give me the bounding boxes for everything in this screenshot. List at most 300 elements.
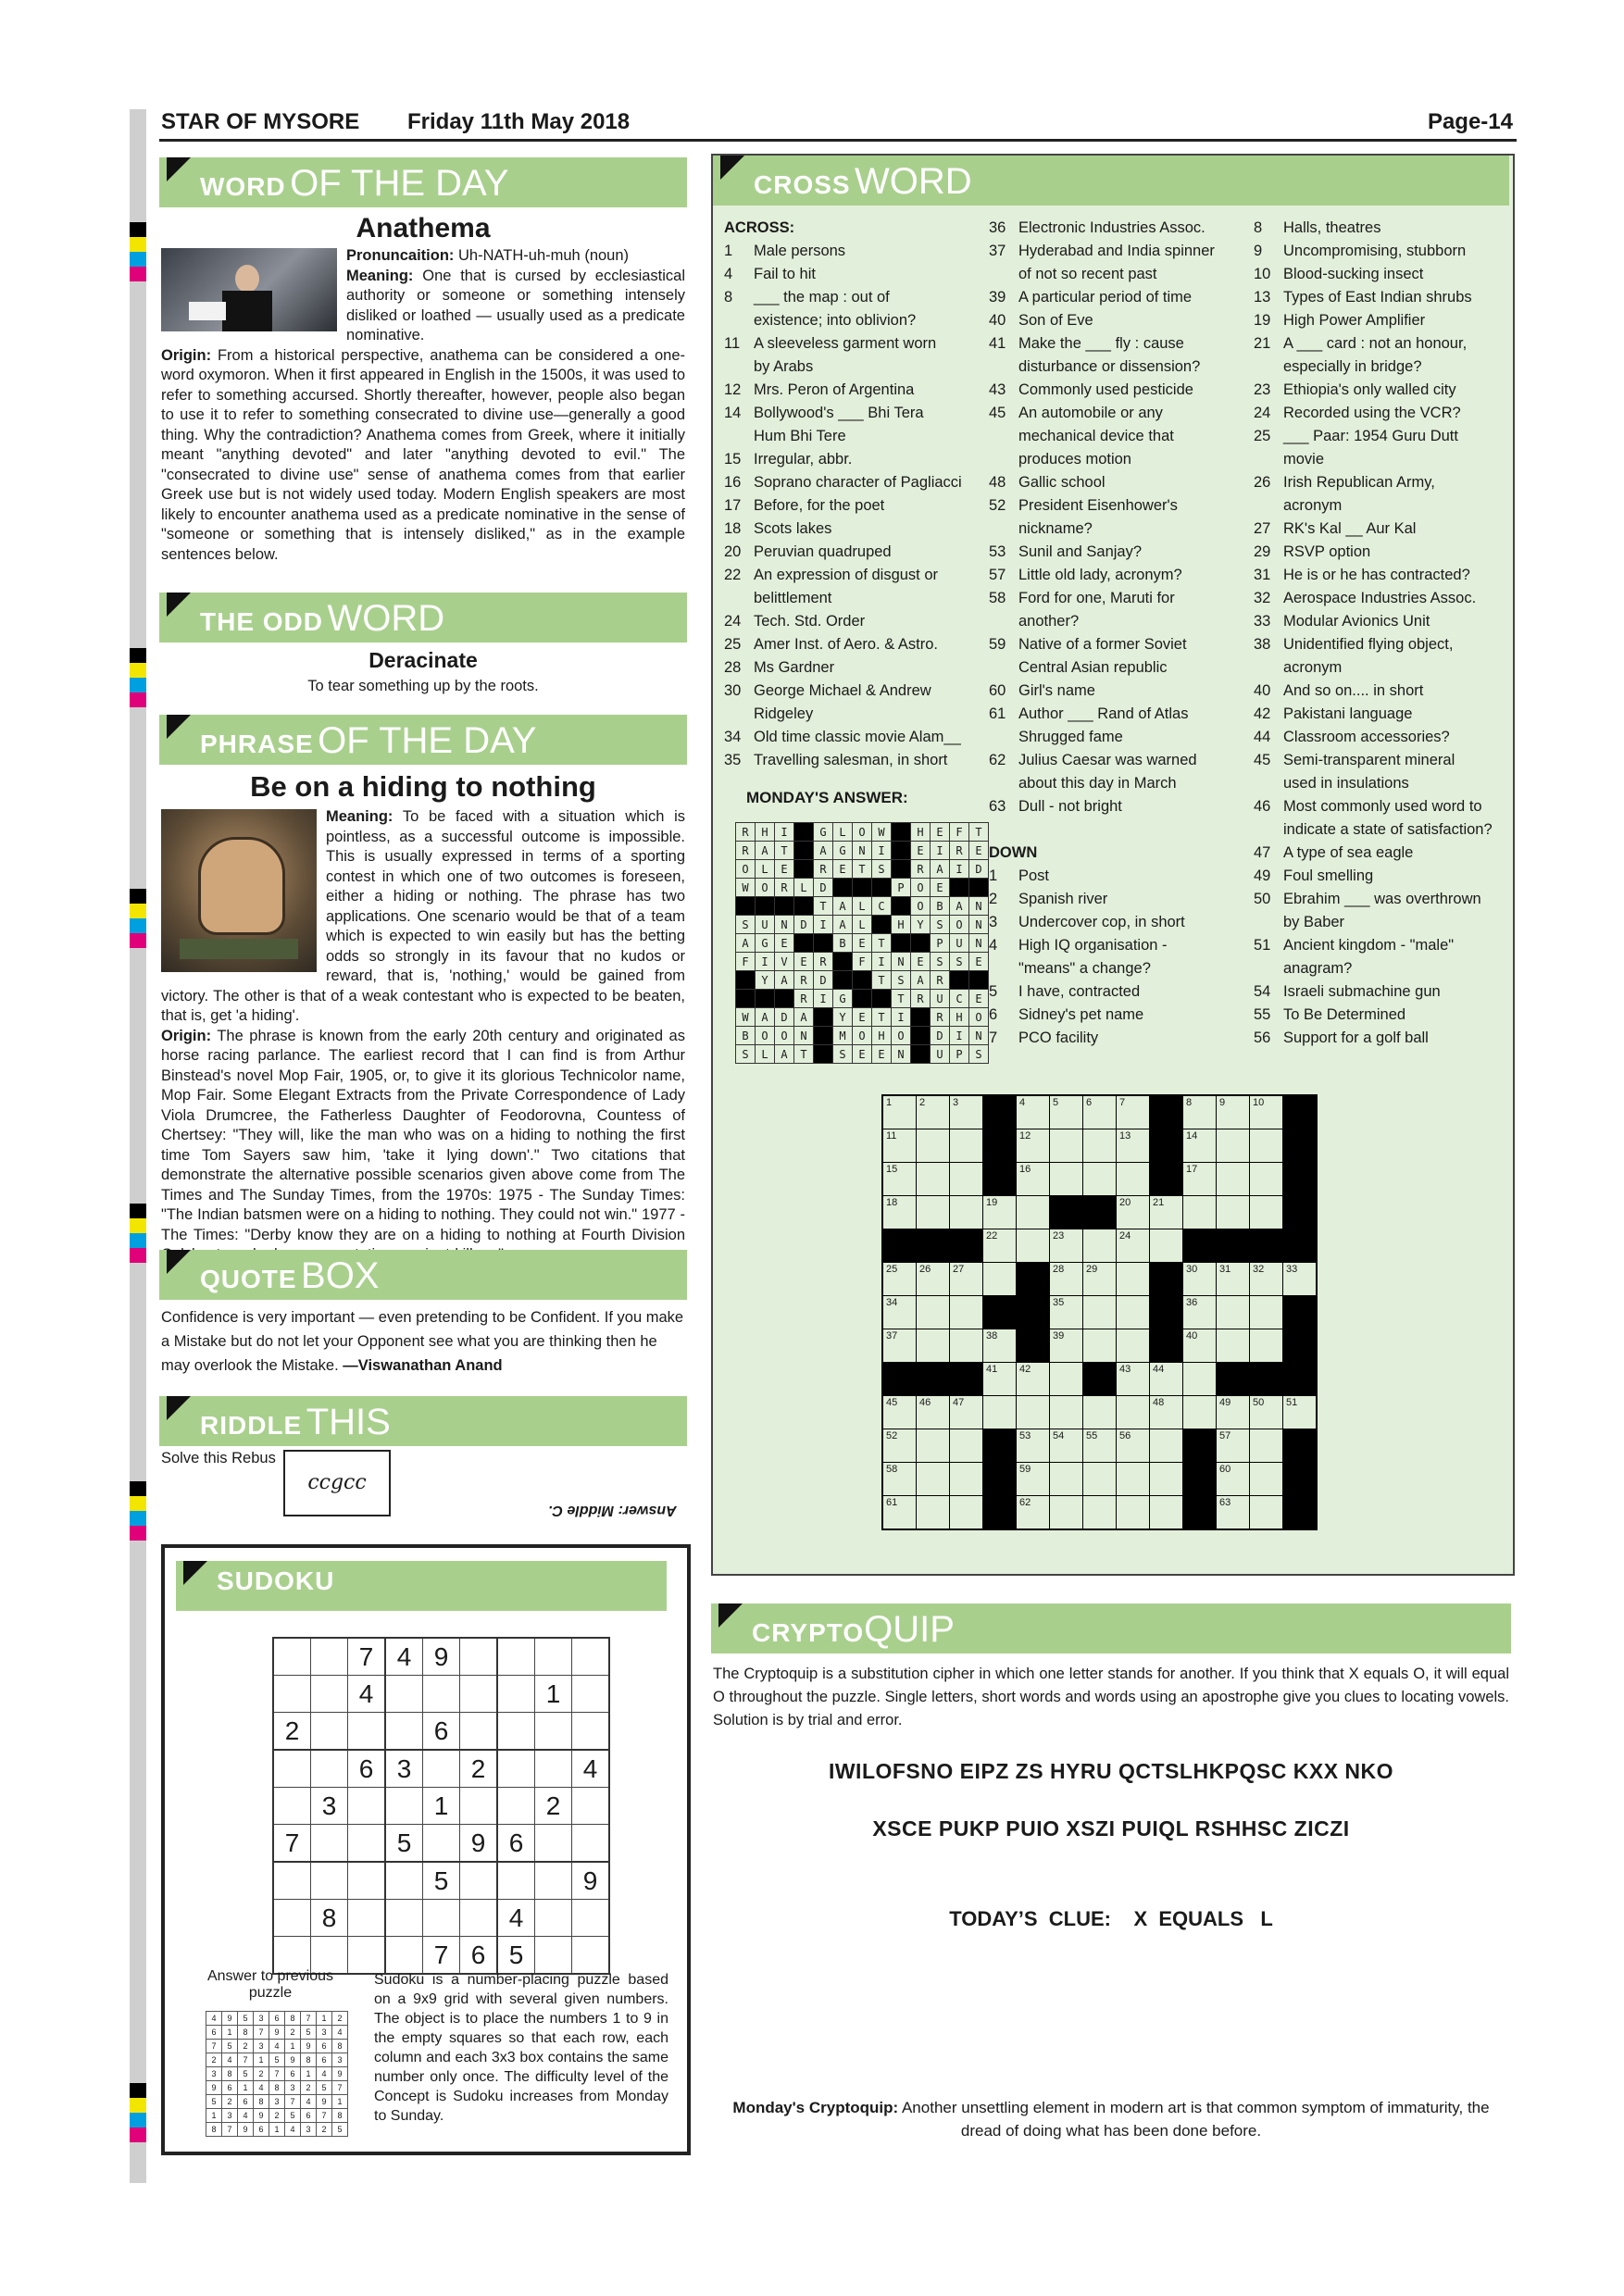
registration-swatch <box>130 2128 146 2142</box>
clue-text: about this day in March <box>1018 775 1177 792</box>
previous-answer-cell: 3 <box>222 2109 238 2123</box>
monday-answer-cell: R <box>950 842 969 860</box>
crossword-cell[interactable] <box>1250 1296 1283 1329</box>
clue-text: Before, for the poet <box>754 497 885 514</box>
crossword-cell[interactable] <box>1250 1163 1283 1196</box>
cell-number: 24 <box>1119 1230 1131 1242</box>
monday-answer-cell: O <box>756 879 775 897</box>
sudoku-cell[interactable]: 8 <box>311 1900 348 1937</box>
crossword-cell[interactable] <box>983 1196 1017 1229</box>
crossword-cell[interactable] <box>882 1329 917 1363</box>
clue-number <box>1254 818 1283 842</box>
crossword-cell[interactable] <box>1183 1095 1217 1129</box>
crossword-cell[interactable] <box>1250 1496 1283 1530</box>
sudoku-cell[interactable] <box>311 1862 348 1900</box>
clue-number: 19 <box>1254 312 1271 329</box>
crossword-cell[interactable] <box>882 1129 917 1163</box>
crossword-cell[interactable] <box>1250 1396 1283 1429</box>
crossword-cell[interactable] <box>1017 1129 1050 1163</box>
crossword-cell[interactable] <box>882 1396 917 1429</box>
clue-row <box>1254 402 1505 425</box>
sudoku-cell[interactable]: 5 <box>497 1937 535 1975</box>
sudoku-cell[interactable] <box>497 1862 535 1900</box>
crossword-cell[interactable] <box>1283 1396 1318 1429</box>
sudoku-cell[interactable] <box>423 1900 460 1937</box>
crossword-cell[interactable] <box>917 1095 950 1129</box>
crossword-cell[interactable] <box>1117 1496 1150 1530</box>
sudoku-cell[interactable] <box>273 1638 311 1676</box>
crossword-cell[interactable] <box>1217 1129 1250 1163</box>
crossword-cell[interactable] <box>950 1129 983 1163</box>
clue-row <box>989 680 1239 703</box>
monday-answer-cell: G <box>756 934 775 953</box>
sudoku-cell[interactable] <box>535 1862 572 1900</box>
crossword-cell[interactable] <box>1050 1095 1083 1129</box>
sudoku-cell[interactable] <box>535 1825 572 1863</box>
crossword-cell[interactable] <box>1117 1263 1150 1296</box>
crossword-cell[interactable] <box>917 1296 950 1329</box>
crossword-cell[interactable] <box>882 1429 917 1463</box>
clue-row <box>1254 587 1505 610</box>
clue-row <box>724 564 972 587</box>
crossword-cell[interactable] <box>1183 1396 1217 1429</box>
crossword-cell[interactable] <box>1117 1296 1150 1329</box>
sudoku-cell[interactable]: 4 <box>348 1676 386 1713</box>
cell-number: 53 <box>1019 1430 1031 1441</box>
monday-answer-cell: A <box>775 1045 794 1064</box>
monday-answer-cell <box>794 897 814 916</box>
sudoku-cell[interactable] <box>348 1825 386 1863</box>
previous-answer-cell: 5 <box>317 2081 332 2095</box>
crossword-cell[interactable] <box>1050 1296 1083 1329</box>
previous-answer-cell: 1 <box>222 2026 238 2040</box>
header-rule <box>159 139 1517 142</box>
crossword-cell[interactable] <box>1083 1496 1117 1530</box>
crossword-cell[interactable] <box>1050 1363 1083 1396</box>
crossword-cell <box>1017 1296 1050 1329</box>
sudoku-cell[interactable] <box>385 1713 423 1751</box>
crossword-cell[interactable] <box>917 1429 950 1463</box>
crossword-cell[interactable] <box>1083 1463 1117 1496</box>
crossword-cell[interactable] <box>950 1263 983 1296</box>
clue-row <box>989 564 1239 587</box>
sudoku-cell[interactable]: 6 <box>460 1937 498 1975</box>
banner-small-text: WORD <box>200 172 286 201</box>
crossword-cell[interactable] <box>1250 1095 1283 1129</box>
sudoku-cell[interactable] <box>572 1937 610 1975</box>
crossword-cell[interactable] <box>1250 1196 1283 1229</box>
previous-answer-cell: 4 <box>222 2053 238 2067</box>
crossword-cell[interactable] <box>1117 1429 1150 1463</box>
crossword-cell[interactable] <box>1117 1229 1150 1263</box>
clue-number: 25 <box>724 636 742 653</box>
sudoku-cell[interactable] <box>348 1862 386 1900</box>
crossword-cell[interactable] <box>1217 1329 1250 1363</box>
clue-number: 29 <box>1254 543 1271 560</box>
clue-text: mechanical device that <box>1018 428 1174 444</box>
crossword-cell[interactable] <box>1183 1263 1217 1296</box>
crossword-cell[interactable] <box>950 1196 983 1229</box>
sudoku-cell[interactable] <box>572 1713 610 1751</box>
riddle-banner <box>159 1396 687 1446</box>
crossword-cell[interactable] <box>1183 1296 1217 1329</box>
crossword-cell[interactable] <box>917 1396 950 1429</box>
crossword-cell[interactable] <box>1150 1229 1183 1263</box>
crossword-cell[interactable] <box>950 1329 983 1363</box>
clue-row <box>989 1004 1239 1027</box>
monday-answer-cell: E <box>969 842 989 860</box>
registration-swatch <box>130 1511 146 1526</box>
crossword-cell[interactable] <box>1050 1329 1083 1363</box>
crossword-cell[interactable] <box>1250 1429 1283 1463</box>
monday-answer-cell: S <box>833 1045 853 1064</box>
crossword-cell[interactable] <box>1117 1463 1150 1496</box>
sudoku-cell[interactable] <box>348 1713 386 1751</box>
crossword-cell[interactable] <box>1250 1129 1283 1163</box>
crossword-cell[interactable] <box>1017 1363 1050 1396</box>
riddle-answer: Answer: Middle C. <box>548 1503 677 1518</box>
crossword-cell[interactable] <box>1083 1296 1117 1329</box>
clue-row <box>724 703 972 726</box>
crossword-cell[interactable] <box>1050 1496 1083 1530</box>
crossword-cell[interactable] <box>1083 1095 1117 1129</box>
sudoku-cell[interactable]: 6 <box>423 1713 460 1751</box>
clue-row <box>989 379 1239 402</box>
sudoku-cell[interactable] <box>572 1900 610 1937</box>
crossword-cell[interactable] <box>1083 1429 1117 1463</box>
registration-swatch <box>130 2098 146 2113</box>
hiding-illustration <box>161 809 317 972</box>
cell-number: 35 <box>1053 1297 1065 1308</box>
sudoku-cell[interactable] <box>460 1900 498 1937</box>
clue-text: Mrs. Peron of Argentina <box>754 381 915 398</box>
crossword-cell[interactable] <box>1217 1463 1250 1496</box>
sudoku-cell[interactable] <box>497 1676 535 1713</box>
sudoku-cell[interactable]: 1 <box>535 1676 572 1713</box>
monday-answer-cell: R <box>794 990 814 1008</box>
registration-swatch <box>130 1526 146 1541</box>
crossword-cell[interactable] <box>1250 1263 1283 1296</box>
sudoku-cell[interactable] <box>311 1713 348 1751</box>
sudoku-cell[interactable]: 7 <box>348 1638 386 1676</box>
crossword-cell[interactable] <box>1050 1229 1083 1263</box>
clue-number: 31 <box>1254 567 1271 583</box>
crossword-cell[interactable] <box>1217 1163 1250 1196</box>
crossword-cell[interactable] <box>1050 1129 1083 1163</box>
sudoku-cell[interactable] <box>460 1788 498 1825</box>
crossword-cell[interactable] <box>1050 1396 1083 1429</box>
crossword-cell[interactable] <box>1150 1496 1183 1530</box>
crossword-cell[interactable] <box>1217 1196 1250 1229</box>
sudoku-cell[interactable] <box>348 1900 386 1937</box>
crossword-cell[interactable] <box>1117 1196 1150 1229</box>
sudoku-cell[interactable] <box>535 1937 572 1975</box>
cryptoquip-banner <box>711 1603 1511 1653</box>
crossword-cell[interactable] <box>1083 1129 1117 1163</box>
crossword-cell[interactable] <box>917 1263 950 1296</box>
sudoku-cell[interactable]: 2 <box>273 1713 311 1751</box>
monday-answer-cell <box>950 879 969 897</box>
crossword-cell[interactable] <box>1150 1463 1183 1496</box>
sudoku-cell[interactable] <box>385 1788 423 1825</box>
sudoku-cell[interactable]: 9 <box>572 1862 610 1900</box>
clue-number: 49 <box>1254 867 1271 884</box>
sudoku-cell[interactable] <box>385 1900 423 1937</box>
crossword-cell[interactable] <box>882 1163 917 1196</box>
cell-number: 57 <box>1219 1430 1231 1441</box>
crossword-cell <box>1050 1196 1083 1229</box>
monday-answer-cell: E <box>911 842 931 860</box>
crossword-cell[interactable] <box>1050 1429 1083 1463</box>
crossword-cell[interactable] <box>950 1296 983 1329</box>
crossword-cell[interactable] <box>1250 1463 1283 1496</box>
crossword-cell[interactable] <box>1083 1263 1117 1296</box>
sudoku-cell[interactable]: 4 <box>497 1900 535 1937</box>
crossword-cell[interactable] <box>1017 1196 1050 1229</box>
sudoku-cell[interactable] <box>273 1750 311 1788</box>
sudoku-cell[interactable] <box>460 1713 498 1751</box>
monday-answer-cell: I <box>892 1008 911 1027</box>
crossword-cell[interactable] <box>1017 1429 1050 1463</box>
crossword-cell[interactable] <box>1283 1263 1318 1296</box>
crossword-cell[interactable] <box>917 1463 950 1496</box>
monday-answer-cell: L <box>853 897 872 916</box>
crossword-cell[interactable] <box>1183 1363 1217 1396</box>
crossword-cell[interactable] <box>1050 1263 1083 1296</box>
monday-answer-cell: O <box>892 1027 911 1045</box>
crossword-cell[interactable] <box>1017 1229 1050 1263</box>
crossword-cell[interactable] <box>983 1396 1017 1429</box>
sudoku-cell[interactable] <box>460 1638 498 1676</box>
crossword-cell[interactable] <box>1150 1396 1183 1429</box>
clue-number: 14 <box>724 405 742 421</box>
sudoku-cell[interactable] <box>311 1638 348 1676</box>
meaning-label: Meaning: <box>326 808 394 825</box>
monday-answer-cell: E <box>969 990 989 1008</box>
sudoku-cell[interactable] <box>348 1788 386 1825</box>
down-heading: DOWN <box>989 844 1038 861</box>
crossword-cell[interactable] <box>983 1329 1017 1363</box>
pronunciation-label: Pronuncaition: <box>346 247 455 264</box>
sudoku-cell[interactable] <box>385 1676 423 1713</box>
monday-answer-cell: A <box>833 897 853 916</box>
clue-row <box>724 587 972 610</box>
sudoku-cell[interactable] <box>535 1713 572 1751</box>
crossword-cell[interactable] <box>1117 1095 1150 1129</box>
crossword-cell[interactable] <box>1017 1396 1050 1429</box>
crossword-cell[interactable] <box>983 1229 1017 1263</box>
monday-answer-cell: O <box>911 879 931 897</box>
crossword-cell[interactable] <box>1117 1363 1150 1396</box>
crossword-cell[interactable] <box>1217 1296 1250 1329</box>
crossword-cell[interactable] <box>1017 1463 1050 1496</box>
crossword-cell[interactable] <box>1083 1229 1117 1263</box>
sudoku-cell[interactable] <box>572 1825 610 1863</box>
crossword-cell[interactable] <box>1017 1163 1050 1196</box>
crossword-cell[interactable] <box>950 1496 983 1530</box>
crossword-cell[interactable] <box>950 1396 983 1429</box>
monday-answer-cell: A <box>950 897 969 916</box>
sudoku-cell[interactable]: 4 <box>385 1638 423 1676</box>
clue-number <box>989 656 1018 680</box>
crossword-cell <box>983 1163 1017 1196</box>
clue-text: produces motion <box>1018 451 1131 468</box>
crossword-cell[interactable] <box>917 1196 950 1229</box>
clue-number: 47 <box>1254 844 1271 861</box>
sudoku-cell[interactable] <box>497 1638 535 1676</box>
clue-row <box>1254 772 1505 795</box>
sudoku-cell[interactable]: 4 <box>572 1750 610 1788</box>
sudoku-cell[interactable]: 6 <box>497 1825 535 1863</box>
crossword-cell[interactable] <box>1217 1396 1250 1429</box>
banner-large-text: QUIP <box>864 1609 955 1650</box>
clue-number: 24 <box>1254 405 1271 421</box>
sudoku-cell[interactable] <box>535 1750 572 1788</box>
monday-answer-cell: G <box>833 842 853 860</box>
sudoku-cell[interactable] <box>497 1750 535 1788</box>
sudoku-cell[interactable]: 9 <box>460 1825 498 1863</box>
previous-answer-cell: 6 <box>254 2123 269 2137</box>
clue-number: 43 <box>989 381 1006 398</box>
sudoku-cell[interactable] <box>572 1676 610 1713</box>
sudoku-cell[interactable]: 5 <box>385 1825 423 1863</box>
sudoku-cell[interactable]: 2 <box>460 1750 498 1788</box>
crossword-cell[interactable] <box>1183 1196 1217 1229</box>
crossword-cell[interactable] <box>983 1263 1017 1296</box>
sudoku-cell[interactable] <box>423 1676 460 1713</box>
clue-number: 27 <box>1254 520 1271 537</box>
monday-answer-cell <box>794 934 814 953</box>
sudoku-cell[interactable] <box>535 1900 572 1937</box>
sudoku-cell[interactable] <box>460 1862 498 1900</box>
sudoku-cell[interactable]: 6 <box>348 1750 386 1788</box>
crossword-cell[interactable] <box>1083 1163 1117 1196</box>
crossword-cell[interactable] <box>1050 1463 1083 1496</box>
crossword-cell <box>1283 1229 1318 1263</box>
crossword-cell[interactable] <box>1183 1329 1217 1363</box>
crossword-cell[interactable] <box>882 1095 917 1129</box>
monday-answer-cell: P <box>931 934 950 953</box>
sudoku-cell[interactable] <box>572 1788 610 1825</box>
previous-answer-cell: 4 <box>301 2095 317 2109</box>
sudoku-cell[interactable] <box>273 1788 311 1825</box>
crossword-cell[interactable] <box>1183 1129 1217 1163</box>
crossword-cell[interactable] <box>1117 1396 1150 1429</box>
sudoku-cell[interactable] <box>273 1862 311 1900</box>
crossword-cell[interactable] <box>1217 1263 1250 1296</box>
crossword-cell[interactable] <box>882 1496 917 1530</box>
crossword-cell[interactable] <box>1117 1163 1150 1196</box>
crossword-cell[interactable] <box>1050 1163 1083 1196</box>
sudoku-cell[interactable]: 5 <box>423 1862 460 1900</box>
clue-number: 50 <box>1254 891 1271 907</box>
monday-answer-cell: H <box>892 916 911 934</box>
crossword-cell[interactable] <box>917 1496 950 1530</box>
crossword-cell[interactable] <box>1250 1329 1283 1363</box>
crossword-cell[interactable] <box>882 1296 917 1329</box>
previous-answer-cell: 3 <box>301 2123 317 2137</box>
sudoku-cell[interactable]: 1 <box>423 1788 460 1825</box>
crossword-cell[interactable] <box>1083 1329 1117 1363</box>
crossword-cell <box>1283 1329 1318 1363</box>
crossword-cell[interactable] <box>1183 1163 1217 1196</box>
sudoku-cell[interactable] <box>311 1676 348 1713</box>
crossword-cell[interactable] <box>1150 1196 1183 1229</box>
clue-row <box>724 448 972 471</box>
crossword-cell[interactable] <box>917 1329 950 1363</box>
sudoku-cell[interactable] <box>273 1900 311 1937</box>
sudoku-cell[interactable] <box>423 1825 460 1863</box>
crossword-cell[interactable] <box>917 1163 950 1196</box>
sudoku-cell[interactable]: 3 <box>311 1788 348 1825</box>
sudoku-cell[interactable] <box>572 1638 610 1676</box>
crossword-cell[interactable] <box>882 1263 917 1296</box>
previous-answer-cell: 7 <box>317 2109 332 2123</box>
sudoku-cell[interactable]: 2 <box>535 1788 572 1825</box>
clue-text: Bollywood's ___ Bhi Tera <box>754 405 924 421</box>
sudoku-cell[interactable] <box>311 1750 348 1788</box>
sudoku-cell[interactable] <box>535 1638 572 1676</box>
sudoku-cell[interactable]: 9 <box>423 1638 460 1676</box>
crossword-cell[interactable] <box>882 1196 917 1229</box>
monday-answer-cell: U <box>931 1045 950 1064</box>
crossword-cell[interactable] <box>1217 1429 1250 1463</box>
sudoku-cell[interactable]: 7 <box>423 1937 460 1975</box>
clue-number: 44 <box>1254 729 1271 745</box>
registration-swatch <box>130 1481 146 1496</box>
sudoku-cell[interactable] <box>423 1750 460 1788</box>
sudoku-cell[interactable] <box>311 1825 348 1863</box>
monday-answer-cell: R <box>736 842 756 860</box>
clue-number: 55 <box>1254 1006 1271 1023</box>
sudoku-cell[interactable] <box>460 1676 498 1713</box>
previous-answer-cell: 5 <box>301 2026 317 2040</box>
clue-number <box>989 448 1018 471</box>
sudoku-cell[interactable] <box>497 1788 535 1825</box>
crossword-cell[interactable] <box>983 1363 1017 1396</box>
sudoku-banner <box>176 1561 667 1611</box>
crossword-cell[interactable] <box>950 1163 983 1196</box>
crossword-cell[interactable] <box>1017 1095 1050 1129</box>
clue-number <box>1254 448 1283 471</box>
clue-number: 22 <box>724 567 742 583</box>
crossword-cell[interactable] <box>1217 1095 1250 1129</box>
crossword-cell[interactable] <box>882 1463 917 1496</box>
crossword-cell[interactable] <box>950 1463 983 1496</box>
sudoku-cell[interactable] <box>348 1937 386 1975</box>
crossword-cell[interactable] <box>1083 1396 1117 1429</box>
crossword-cell[interactable] <box>1150 1429 1183 1463</box>
monday-answer-cell: E <box>853 934 872 953</box>
sudoku-cell[interactable]: 7 <box>273 1825 311 1863</box>
crossword-cell[interactable] <box>1117 1329 1150 1363</box>
registration-swatch <box>130 1496 146 1511</box>
crossword-cell <box>1217 1229 1250 1263</box>
sudoku-cell[interactable] <box>497 1713 535 1751</box>
crossword-cell[interactable] <box>950 1429 983 1463</box>
crossword-cell[interactable] <box>950 1095 983 1129</box>
crossword-cell[interactable] <box>1217 1496 1250 1530</box>
banner-large-text: THIS <box>306 1402 391 1442</box>
crossword-cell[interactable] <box>1017 1496 1050 1530</box>
crossword-cell[interactable] <box>1150 1363 1183 1396</box>
crossword-cell[interactable] <box>1117 1129 1150 1163</box>
crossword-cell[interactable] <box>917 1129 950 1163</box>
sudoku-cell[interactable] <box>273 1676 311 1713</box>
sudoku-cell[interactable] <box>385 1937 423 1975</box>
sudoku-cell[interactable]: 3 <box>385 1750 423 1788</box>
sudoku-cell[interactable] <box>385 1862 423 1900</box>
